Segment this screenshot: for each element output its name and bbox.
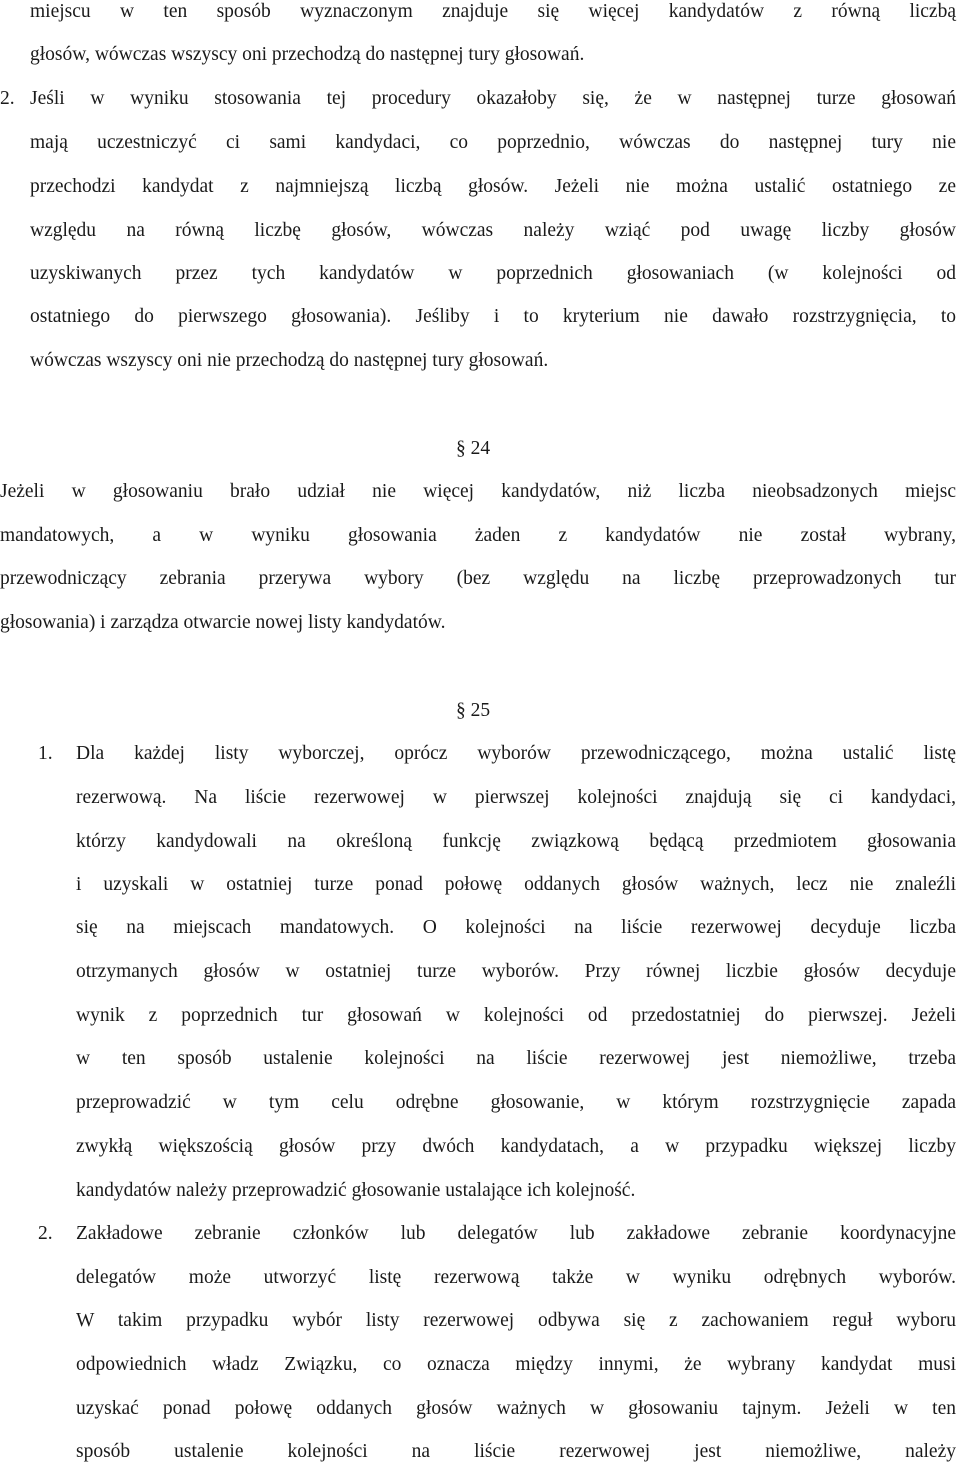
text-line: kandydatów należy przeprowadzić głosowanie ustalające ich kolejność. <box>76 1180 636 1201</box>
text-line: w ten sposób ustalenie kolejności na liście rezerwowej jest niemożliwe, trzeba <box>76 1048 956 1069</box>
text-line: uzyskać ponad połowę oddanych głosów ważnych w głosowaniu tajnym. Jeżeli w ten <box>76 1398 956 1419</box>
section-heading: § 24 <box>456 438 491 459</box>
text-line: Dla każdej listy wyborczej, oprócz wyborów przewodniczącego, można ustalić listę <box>76 743 956 764</box>
text-line: ostatniego do pierwszego głosowania). Jeśliby i to kryterium nie dawało rozstrzygnięcia, to <box>30 306 956 327</box>
text-line: Zakładowe zebranie członków lub delegatów lub zakładowe zebranie koordynacyjne <box>76 1223 956 1244</box>
text-line: przeprowadzić w tym celu odrębne głosowanie, w którym rozstrzygnięcie zapada <box>76 1092 956 1113</box>
text-line: przechodzi kandydat z najmniejszą liczbą głosów. Jeżeli nie można ustalić ostatniego ze <box>30 176 956 197</box>
list-item-number: 1. <box>38 743 53 764</box>
text-line: sposób ustalenie kolejności na liście rezerwowej jest niemożliwe, należy <box>76 1441 956 1462</box>
text-line: głosów, wówczas wszyscy oni przechodzą do następnej tury głosowań. <box>30 44 585 65</box>
text-line: odpowiednich władz Związku, co oznacza między innymi, że wybrany kandydat musi <box>76 1354 956 1375</box>
text-line: przewodniczący zebrania przerywa wybory (bez względu na liczbę przeprowadzonych tur <box>0 568 956 589</box>
text-line: Jeżeli w głosowaniu brało udział nie więcej kandydatów, niż liczba nieobsadzonych miejsc <box>0 481 956 502</box>
text-line: mają uczestniczyć ci sami kandydaci, co poprzednio, wówczas do następnej tury nie <box>30 132 956 153</box>
text-line: rezerwową. Na liście rezerwowej w pierwszej kolejności znajdują się ci kandydaci, <box>76 787 956 808</box>
text-line: uzyskiwanych przez tych kandydatów w poprzednich głosowaniach (w kolejności od <box>30 263 956 284</box>
text-line: i uzyskali w ostatniej turze ponad połowę oddanych głosów ważnych, lecz nie znaleźli <box>76 874 956 895</box>
text-line: otrzymanych głosów w ostatniej turze wyborów. Przy równej liczbie głosów decyduje <box>76 961 956 982</box>
text-line: mandatowych, a w wyniku głosowania żaden z kandydatów nie został wybrany, <box>0 525 956 546</box>
list-item-number: 2. <box>0 88 15 109</box>
text-line: Jeśli w wyniku stosowania tej procedury okazałoby się, że w następnej turze głosowań <box>30 88 956 109</box>
section-heading: § 25 <box>456 700 491 721</box>
text-line: W takim przypadku wybór listy rezerwowej odbywa się z zachowaniem reguł wyboru <box>76 1310 956 1331</box>
text-line: zwykłą większością głosów przy dwóch kandydatach, a w przypadku większej liczby <box>76 1136 956 1157</box>
text-line: wówczas wszyscy oni nie przechodzą do następnej tury głosowań. <box>30 350 549 371</box>
text-line: wynik z poprzednich tur głosowań w kolejności od przedostatniej do pierwszej. Jeżeli <box>76 1005 956 1026</box>
text-line: się na miejscach mandatowych. O kolejności na liście rezerwowej decyduje liczba <box>76 917 956 938</box>
text-line: miejscu w ten sposób wyznaczonym znajduje się więcej kandydatów z równą liczbą <box>30 1 956 22</box>
text-line: głosowania) i zarządza otwarcie nowej listy kandydatów. <box>0 612 446 633</box>
text-line: którzy kandydowali na określoną funkcję związkową będącą przedmiotem głosowania <box>76 831 956 852</box>
list-item-number: 2. <box>38 1223 53 1244</box>
text-line: względu na równą liczbę głosów, wówczas należy wziąć pod uwagę liczby głosów <box>30 220 956 241</box>
text-line: delegatów może utworzyć listę rezerwową także w wyniku odrębnych wyborów. <box>76 1267 956 1288</box>
